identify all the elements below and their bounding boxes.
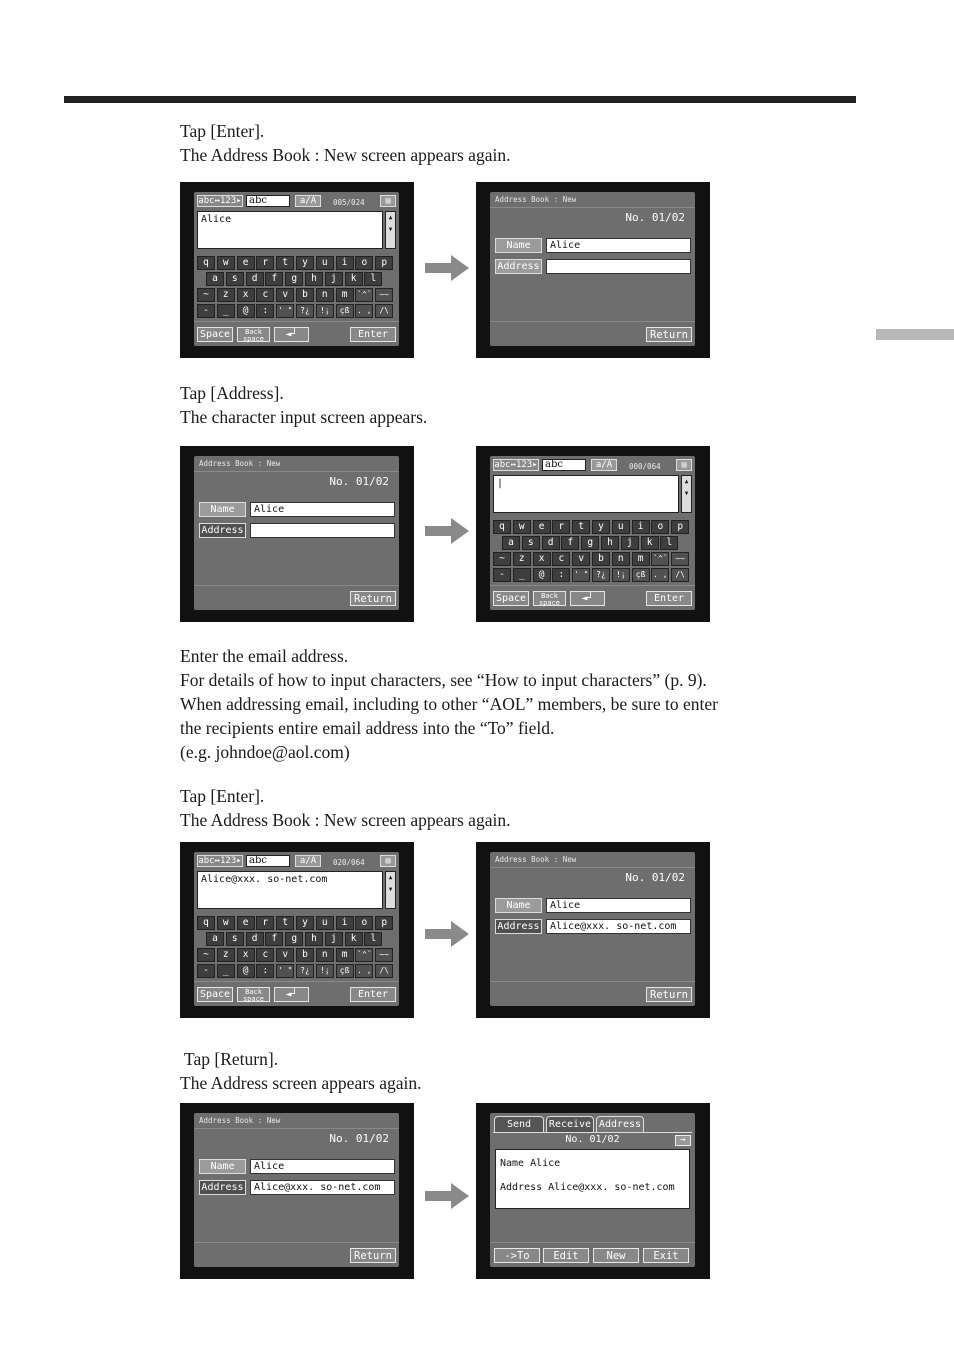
return-button[interactable]: Return <box>646 327 692 342</box>
screen-toolbar <box>194 585 399 610</box>
section-rule <box>64 96 856 103</box>
step5-line: Tap [Return]. <box>180 1049 279 1069</box>
address-field[interactable]: Alice@xxx. so-net.com <box>250 1180 395 1195</box>
entry-number: No. 01/02 <box>625 211 685 224</box>
address-list-toolbar <box>490 1242 695 1267</box>
keyboard-key[interactable]: çß <box>632 568 650 582</box>
keyboard-key[interactable]: d <box>246 272 264 286</box>
return-button[interactable]: Return <box>646 987 692 1002</box>
right-arrow-icon <box>425 518 469 544</box>
menu-icon[interactable]: ▤ <box>380 855 396 867</box>
step1-line: Tap [Enter]. <box>180 121 265 141</box>
keyboard-key[interactable]: t <box>572 520 590 534</box>
keyboard-key[interactable]: g <box>285 272 303 286</box>
step2-line: The character input screen appears. <box>180 407 428 427</box>
keyboard-key[interactable]: j <box>325 932 343 946</box>
right-arrow-icon <box>425 921 469 947</box>
keyboard-key[interactable]: !¡ <box>316 304 334 318</box>
keyboard-key[interactable]: p <box>375 916 393 930</box>
keyboard-key[interactable]: c <box>256 288 274 302</box>
screen-toolbar <box>490 321 695 346</box>
address-entry-box <box>495 1149 690 1209</box>
keyboard-header <box>194 192 399 210</box>
enter-button[interactable]: Enter <box>350 327 396 342</box>
keyboard-key[interactable]: ?¿ <box>296 304 314 318</box>
keyboard-key[interactable]: _ <box>513 568 531 582</box>
keyboard-key[interactable]: . , <box>355 964 373 978</box>
text-input-area[interactable]: Alice@xxx. so-net.com <box>197 871 383 909</box>
entry-address-line: Address Alice@xxx. so-net.com <box>500 1182 675 1193</box>
name-row <box>199 1159 395 1174</box>
keyboard-key[interactable]: /\ <box>375 964 393 978</box>
address-list-number: No. 01/02 <box>493 1132 692 1147</box>
keyboard-key[interactable]: n <box>316 288 334 302</box>
scrollbar[interactable]: ▲ ▼ <box>385 211 396 249</box>
backspace-button[interactable]: Back space <box>237 987 270 1002</box>
step3-text <box>180 644 718 764</box>
input-mode-select[interactable]: abc <box>542 459 586 471</box>
mode-toggle-button[interactable]: abc↔123▸ <box>198 196 242 206</box>
address-row <box>199 1180 395 1195</box>
input-mode-select[interactable]: abc <box>246 195 290 207</box>
keyboard-key[interactable]: y <box>296 256 314 270</box>
keyboard-key[interactable]: `^¨ <box>355 948 373 962</box>
to-button[interactable]: ->To <box>494 1248 540 1263</box>
text-input-area[interactable]: Alice <box>197 211 383 249</box>
right-arrow-icon <box>425 255 469 281</box>
screen-address-book-1 <box>476 182 710 358</box>
screen-keyboard-1 <box>180 182 414 358</box>
keyboard-key[interactable]: ?¿ <box>296 964 314 978</box>
screen-toolbar <box>490 981 695 1006</box>
name-field[interactable]: Alice <box>250 1159 395 1174</box>
keyboard-key[interactable]: l <box>364 272 382 286</box>
keyboard-key[interactable]: i <box>336 916 354 930</box>
keyboard-key[interactable]: ' " <box>276 964 294 978</box>
keyboard-key[interactable]: l <box>660 536 678 550</box>
screen-address-list <box>476 1103 710 1279</box>
name-field[interactable]: Alice <box>546 898 691 913</box>
step5-line: The Address screen appears again. <box>180 1073 422 1093</box>
entry-number: No. 01/02 <box>329 475 389 488</box>
keyboard-key[interactable]: i <box>632 520 650 534</box>
mode-toggle-button[interactable]: abc↔123▸ <box>494 460 538 470</box>
keyboard-key[interactable]: p <box>671 520 689 534</box>
tab-address[interactable]: Address <box>596 1116 644 1132</box>
keyboard-key[interactable]: k <box>641 536 659 550</box>
keyboard-toolbar <box>194 321 399 346</box>
keyboard-key[interactable]: @ <box>237 304 255 318</box>
name-row <box>495 238 691 253</box>
keyboard-key[interactable]: a <box>206 932 224 946</box>
keyboard-key[interactable]: b <box>592 552 610 566</box>
screen-title: Address Book : New <box>490 192 695 208</box>
screen-toolbar <box>194 1242 399 1267</box>
keyboard-key[interactable]: h <box>305 272 323 286</box>
keyboard-key[interactable]: f <box>265 932 283 946</box>
keyboard-key[interactable]: b <box>296 288 314 302</box>
step2-text <box>180 381 427 429</box>
step1-line: The Address Book : New screen appears again. <box>180 145 511 165</box>
tab-receive[interactable]: Receive <box>546 1116 594 1132</box>
keyboard-key[interactable]: m <box>632 552 650 566</box>
address-field[interactable]: Alice@xxx. so-net.com <box>546 919 691 934</box>
menu-icon[interactable]: ▤ <box>380 195 396 207</box>
keyboard-key[interactable]: @ <box>533 568 551 582</box>
keyboard-screen <box>490 456 695 610</box>
keyboard-key[interactable]: `^¨ <box>355 288 373 302</box>
keyboard-key[interactable]: ~ <box>493 552 511 566</box>
exit-button[interactable]: Exit <box>643 1248 689 1263</box>
return-button[interactable]: Return <box>350 1248 396 1263</box>
menu-icon[interactable]: ▤ <box>676 459 692 471</box>
keyboard-key[interactable]: m <box>336 948 354 962</box>
step5-text <box>180 1047 422 1095</box>
address-book-screen <box>194 1113 399 1267</box>
step3-line: Enter the email address. <box>180 646 349 666</box>
keyboard-key[interactable]: e <box>533 520 551 534</box>
enter-button[interactable]: Enter <box>350 987 396 1002</box>
edit-button[interactable]: Edit <box>543 1248 589 1263</box>
address-row <box>495 919 691 934</box>
scrollbar[interactable]: ▲ ▼ <box>385 871 396 909</box>
step1-text <box>180 119 510 167</box>
keyboard-key[interactable]: p <box>375 256 393 270</box>
keyboard-key[interactable]: ~~ <box>671 552 689 566</box>
char-count: 020/064 <box>333 858 365 867</box>
address-label-button[interactable]: Address <box>199 523 246 538</box>
step3-line: the recipients entire email address into the “To” field. <box>180 718 555 738</box>
name-label-button[interactable]: Name <box>199 502 246 517</box>
keyboard-key[interactable]: ~ <box>197 948 215 962</box>
screen-address-book-2 <box>180 446 414 622</box>
keyboard-key[interactable]: c <box>552 552 570 566</box>
enter-button[interactable]: Enter <box>646 591 692 606</box>
keyboard-key[interactable]: - <box>493 568 511 582</box>
keyboard-key[interactable]: m <box>336 288 354 302</box>
keyboard-key[interactable]: y <box>296 916 314 930</box>
entry-number: No. 01/02 <box>625 871 685 884</box>
backspace-button[interactable]: Back space <box>237 327 270 342</box>
keyboard-key[interactable]: _ <box>217 304 235 318</box>
keyboard-key[interactable]: i <box>336 256 354 270</box>
screen-keyboard-2 <box>476 446 710 622</box>
keyboard-toolbar <box>490 585 695 610</box>
keyboard-key[interactable]: q <box>493 520 511 534</box>
entry-number: No. 01/02 <box>329 1132 389 1145</box>
case-toggle-button[interactable]: a/A <box>591 459 617 471</box>
keyboard-key[interactable]: r <box>256 916 274 930</box>
keyboard-key[interactable]: h <box>601 536 619 550</box>
keyboard-key[interactable]: t <box>276 916 294 930</box>
keyboard-key[interactable]: n <box>316 948 334 962</box>
backspace-button[interactable]: Back space <box>533 591 566 606</box>
address-field[interactable] <box>250 523 395 538</box>
keyboard-key[interactable]: b <box>296 948 314 962</box>
address-book-screen <box>194 456 399 610</box>
address-list-screen <box>490 1113 695 1267</box>
keyboard-key[interactable]: . , <box>651 568 669 582</box>
keyboard-key[interactable]: w <box>217 256 235 270</box>
name-label-button[interactable]: Name <box>495 898 542 913</box>
keyboard-key[interactable]: ~~ <box>375 948 393 962</box>
entry-name-line: Name Alice <box>500 1158 561 1169</box>
keyboard-key[interactable]: ~~ <box>375 288 393 302</box>
keyboard-key[interactable]: - <box>197 304 215 318</box>
step3-line: (e.g. johndoe@aol.com) <box>180 742 350 762</box>
keyboard-key[interactable]: l <box>364 932 382 946</box>
keyboard-key[interactable]: w <box>513 520 531 534</box>
keyboard-key[interactable]: - <box>197 964 215 978</box>
address-book-screen <box>490 192 695 346</box>
text-input-area[interactable]: | <box>493 475 679 513</box>
keyboard-key[interactable]: n <box>612 552 630 566</box>
keyboard-key[interactable]: y <box>592 520 610 534</box>
case-toggle-button[interactable]: a/A <box>295 855 321 867</box>
keyboard-key[interactable]: ' " <box>276 304 294 318</box>
keyboard-key[interactable]: w <box>217 916 235 930</box>
side-tab-marker <box>876 329 954 340</box>
tab-send[interactable]: Send <box>494 1116 544 1132</box>
keyboard-key[interactable]: c <box>256 948 274 962</box>
name-label-button[interactable]: Name <box>495 238 542 253</box>
space-button[interactable]: Space <box>197 987 233 1002</box>
keyboard-key[interactable]: s <box>522 536 540 550</box>
keyboard-key[interactable]: r <box>256 256 274 270</box>
keyboard-key[interactable]: !¡ <box>612 568 630 582</box>
keyboard-key[interactable]: t <box>276 256 294 270</box>
keyboard-toolbar <box>194 981 399 1006</box>
keyboard-key[interactable]: k <box>345 932 363 946</box>
keyboard-key[interactable]: /\ <box>671 568 689 582</box>
screen-address-book-3 <box>476 842 710 1018</box>
keyboard-key[interactable]: z <box>217 288 235 302</box>
keyboard-key[interactable]: d <box>246 932 264 946</box>
keyboard-key[interactable]: /\ <box>375 304 393 318</box>
screen-title: Address Book : New <box>194 456 399 472</box>
return-key-button[interactable]: ◄┘ <box>570 591 605 606</box>
name-label-button[interactable]: Name <box>199 1159 246 1174</box>
keyboard-key[interactable]: ?¿ <box>592 568 610 582</box>
right-arrow-icon <box>425 1183 469 1209</box>
keyboard-key[interactable]: o <box>355 256 373 270</box>
keyboard-key[interactable]: ' " <box>572 568 590 582</box>
step4-line: Tap [Enter]. <box>180 786 265 806</box>
keyboard-key[interactable]: v <box>276 288 294 302</box>
keyboard-key[interactable]: g <box>285 932 303 946</box>
keyboard-key[interactable]: z <box>217 948 235 962</box>
case-toggle-button[interactable]: a/A <box>295 195 321 207</box>
screen-title: Address Book : New <box>194 1113 399 1129</box>
name-row <box>495 898 691 913</box>
char-count: 000/064 <box>629 462 661 471</box>
name-row <box>199 502 395 517</box>
next-arrow-button[interactable]: → <box>675 1135 691 1146</box>
keyboard-key[interactable]: j <box>325 272 343 286</box>
address-book-screen <box>490 852 695 1006</box>
step4-text <box>180 784 510 832</box>
keyboard-screen <box>194 852 399 1006</box>
keyboard-key[interactable]: s <box>226 932 244 946</box>
keyboard-key[interactable]: u <box>316 256 334 270</box>
keyboard-key[interactable]: o <box>651 520 669 534</box>
keyboard-key[interactable]: z <box>513 552 531 566</box>
keyboard-key[interactable]: x <box>237 288 255 302</box>
step4-line: The Address Book : New screen appears again. <box>180 810 511 830</box>
keyboard-key[interactable]: çß <box>336 304 354 318</box>
screen-title: Address Book : New <box>490 852 695 868</box>
keyboard-key[interactable]: d <box>542 536 560 550</box>
keyboard-key[interactable]: x <box>533 552 551 566</box>
screen-keyboard-3 <box>180 842 414 1018</box>
keyboard-key[interactable]: q <box>197 256 215 270</box>
keyboard-key[interactable]: u <box>612 520 630 534</box>
scrollbar[interactable]: ▲ ▼ <box>681 475 692 513</box>
input-mode-select[interactable]: abc <box>246 855 290 867</box>
keyboard-key[interactable]: çß <box>336 964 354 978</box>
keyboard-key[interactable]: o <box>355 916 373 930</box>
keyboard-header <box>490 456 695 474</box>
step3-line: For details of how to input characters, see “How to input characters” (p. 9). <box>180 670 707 690</box>
address-row <box>199 523 395 538</box>
keyboard-key[interactable]: . , <box>355 304 373 318</box>
char-count: 005/024 <box>333 198 365 207</box>
name-field[interactable]: Alice <box>250 502 395 517</box>
name-field[interactable]: Alice <box>546 238 691 253</box>
keyboard-key[interactable]: s <box>226 272 244 286</box>
keyboard-key[interactable]: f <box>265 272 283 286</box>
keyboard-key[interactable]: r <box>552 520 570 534</box>
keyboard-key[interactable]: : <box>552 568 570 582</box>
keyboard-key[interactable]: e <box>237 916 255 930</box>
keyboard-key[interactable]: a <box>206 272 224 286</box>
step2-line: Tap [Address]. <box>180 383 284 403</box>
return-button[interactable]: Return <box>350 591 396 606</box>
new-button[interactable]: New <box>593 1248 639 1263</box>
keyboard-key[interactable]: q <box>197 916 215 930</box>
space-button[interactable]: Space <box>197 327 233 342</box>
keyboard-key[interactable]: @ <box>237 964 255 978</box>
keyboard-key[interactable]: f <box>561 536 579 550</box>
return-key-button[interactable]: ◄┘ <box>274 987 309 1002</box>
address-row <box>495 259 691 274</box>
keyboard-key[interactable]: : <box>256 304 274 318</box>
keyboard-key[interactable]: a <box>502 536 520 550</box>
keyboard-key[interactable]: v <box>276 948 294 962</box>
keyboard-key[interactable]: : <box>256 964 274 978</box>
return-key-button[interactable]: ◄┘ <box>274 327 309 342</box>
keyboard-key[interactable]: v <box>572 552 590 566</box>
screen-address-book-4 <box>180 1103 414 1279</box>
keyboard-key[interactable]: _ <box>217 964 235 978</box>
keyboard-key[interactable]: k <box>345 272 363 286</box>
keyboard-screen <box>194 192 399 346</box>
address-field[interactable] <box>546 259 691 274</box>
keyboard-key[interactable]: ~ <box>197 288 215 302</box>
keyboard-key[interactable]: `^¨ <box>651 552 669 566</box>
keyboard-key[interactable]: h <box>305 932 323 946</box>
keyboard-key[interactable]: !¡ <box>316 964 334 978</box>
address-label-button[interactable]: Address <box>495 259 542 274</box>
keyboard-header <box>194 852 399 870</box>
keyboard-key[interactable]: j <box>621 536 639 550</box>
keyboard-key[interactable]: g <box>581 536 599 550</box>
keyboard-key[interactable]: u <box>316 916 334 930</box>
keyboard-key[interactable]: e <box>237 256 255 270</box>
address-label-button[interactable]: Address <box>199 1180 246 1195</box>
step3-line: When addressing email, including to other “AOL” members, be sure to enter <box>180 694 718 714</box>
keyboard-key[interactable]: x <box>237 948 255 962</box>
mode-toggle-button[interactable]: abc↔123▸ <box>198 856 242 866</box>
space-button[interactable]: Space <box>493 591 529 606</box>
address-label-button[interactable]: Address <box>495 919 542 934</box>
